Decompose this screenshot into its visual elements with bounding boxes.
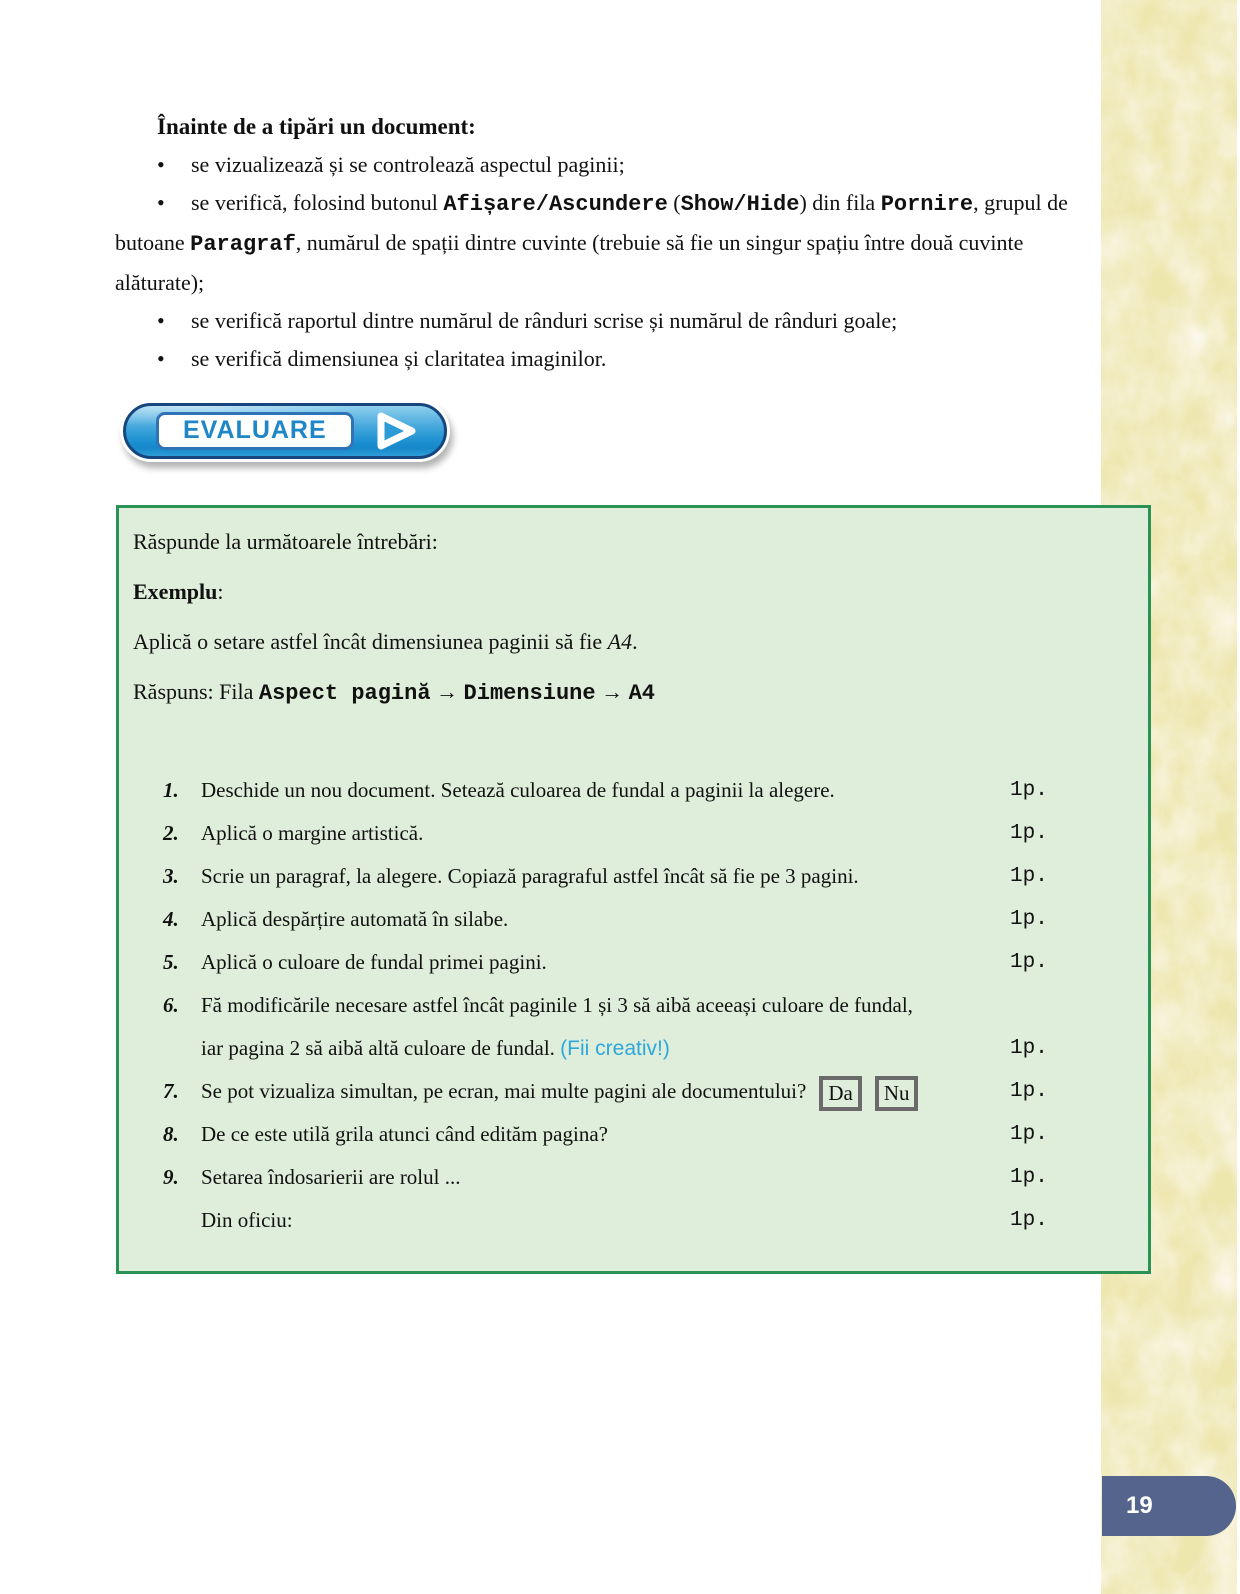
answer-choice-nu[interactable]: Nu (875, 1076, 919, 1111)
question-text (201, 1199, 1010, 1242)
text-segment: Pornire (880, 192, 974, 217)
question-row (163, 1070, 1060, 1113)
text-segment: Aplică o culoare de fundal primei pagini. (201, 950, 547, 974)
question-points: 1p. (1010, 1080, 1048, 1103)
text-segment: Exemplu (133, 579, 218, 604)
text-segment: Aplică o setare astfel încât dimensiunea paginii să fie (133, 629, 608, 654)
question-row (163, 812, 1060, 855)
question-number: 6. (163, 993, 179, 1017)
quiz-intro (133, 528, 1134, 707)
question-points: 1p. (1010, 1123, 1048, 1146)
evaluare-button[interactable] (120, 400, 450, 462)
page-number-badge (1102, 1476, 1236, 1536)
question-number: 7. (163, 1079, 179, 1103)
text-segment: A4 (607, 629, 633, 654)
question-row (163, 898, 1060, 941)
quiz-intro-line (133, 578, 1134, 605)
text-segment: ( (667, 190, 681, 215)
text-segment: Răspunde la următoarele întrebări: (133, 529, 438, 554)
bullet-icon: • (157, 190, 165, 215)
text-segment: Afișare/Ascundere (443, 192, 668, 217)
bullet-icon: • (157, 308, 165, 333)
play-icon (372, 411, 418, 451)
text-segment: se verifică dimensiunea și claritatea imaginilor. (191, 346, 607, 371)
question-number: 9. (163, 1165, 179, 1189)
text-segment: se verifică, folosind butonul (191, 190, 444, 215)
evaluare-label: EVALUARE (156, 412, 354, 450)
intro-bullet (115, 146, 1087, 184)
question-text (201, 812, 1010, 855)
question-text (201, 1113, 1010, 1156)
question-row (163, 984, 1060, 1070)
text-segment: ) din fila (799, 190, 881, 215)
question-number: 5. (163, 950, 179, 974)
question-number: 2. (163, 821, 179, 845)
quiz-intro-line (133, 528, 1134, 555)
text-segment: Scrie un paragraf, la alegere. Copiază paragraful astfel încât să fie pe 3 pagini. (201, 864, 859, 888)
question-row (163, 855, 1060, 898)
question-row (163, 1199, 1060, 1242)
text-segment: A4 (628, 681, 655, 706)
question-number: 3. (163, 864, 179, 888)
text-segment: Paragraf (190, 232, 296, 257)
quiz-intro-line (133, 678, 1134, 707)
text-segment: Setarea îndosarierii are rolul ... (201, 1165, 461, 1189)
question-points: 1p. (1010, 865, 1048, 888)
question-points: 1p. (1010, 779, 1048, 802)
text-segment: Aspect pagină (258, 681, 431, 706)
question-points: 1p. (1010, 1209, 1048, 1232)
question-points: 1p. (1010, 822, 1048, 845)
question-text (201, 1070, 1010, 1113)
text-segment: se vizualizează și se controlează aspectul paginii; (191, 152, 625, 177)
text-segment: Dimensiune (463, 681, 596, 706)
intro-bullet (115, 184, 1087, 302)
question-text (201, 769, 1010, 812)
text-segment: (Fii creativ!) (560, 1037, 670, 1060)
question-text (201, 855, 1010, 898)
text-segment: De ce este utilă grila atunci când edităm pagina? (201, 1122, 608, 1146)
question-list (133, 769, 1134, 1242)
question-points: 1p. (1010, 951, 1048, 974)
page-number: 19 (1126, 1492, 1153, 1519)
text-segment: Aplică despărțire automată în silabe. (201, 907, 509, 931)
text-segment: Răspuns: Fila (133, 679, 259, 704)
question-row (163, 1113, 1060, 1156)
text-segment: → (595, 679, 629, 704)
text-segment: : (217, 579, 224, 604)
intro-bullet (115, 340, 1087, 378)
text-segment: Deschide un nou document. Setează culoarea de fundal a paginii la alegere. (201, 778, 835, 802)
text-segment: Se pot vizualiza simultan, pe ecran, mai multe pagini ale documentului? (201, 1079, 807, 1103)
text-segment: Show/Hide (680, 192, 800, 217)
text-segment: Din oficiu: (201, 1208, 293, 1232)
quiz-intro-line (133, 628, 1134, 655)
evaluare-button-body (123, 403, 447, 459)
question-points: 1p. (1010, 1166, 1048, 1189)
question-row (163, 769, 1060, 812)
question-text (201, 1156, 1010, 1199)
text-segment: , numărul de spații dintre cuvinte (trebuie să fie un singur spațiu între două cuvinte alăturate); (115, 230, 1024, 295)
bullet-icon: • (157, 346, 165, 371)
intro-heading: Înainte de a tipări un document: (157, 114, 476, 139)
bullet-list (115, 146, 1087, 378)
text-segment: Aplică o margine artistică. (201, 821, 424, 845)
quiz-box (116, 505, 1151, 1274)
text-segment: → (430, 679, 464, 704)
question-number: 4. (163, 907, 179, 931)
question-text (201, 984, 1010, 1070)
text-segment: . (632, 629, 638, 654)
text-segment: iar pagina 2 să aibă altă culoare de fundal. (201, 1036, 561, 1060)
answer-choice-da[interactable]: Da (819, 1076, 862, 1111)
question-number: 8. (163, 1122, 179, 1146)
bullet-icon: • (157, 152, 165, 177)
question-text (201, 898, 1010, 941)
question-row (163, 941, 1060, 984)
question-row (163, 1156, 1060, 1199)
intro-section (115, 108, 1087, 378)
question-points: 1p. (1010, 908, 1048, 931)
text-segment: Fă modificările necesare astfel încât paginile 1 și 3 să aibă aceeași culoare de fundal, (201, 993, 913, 1017)
text-segment: , grupul de butoane (115, 190, 1068, 255)
question-points: 1p. (1010, 1037, 1048, 1060)
intro-bullet (115, 302, 1087, 340)
question-number: 1. (163, 778, 179, 802)
question-text (201, 941, 1010, 984)
text-segment: se verifică raportul dintre numărul de rânduri scrise și numărul de rânduri goale; (191, 308, 898, 333)
